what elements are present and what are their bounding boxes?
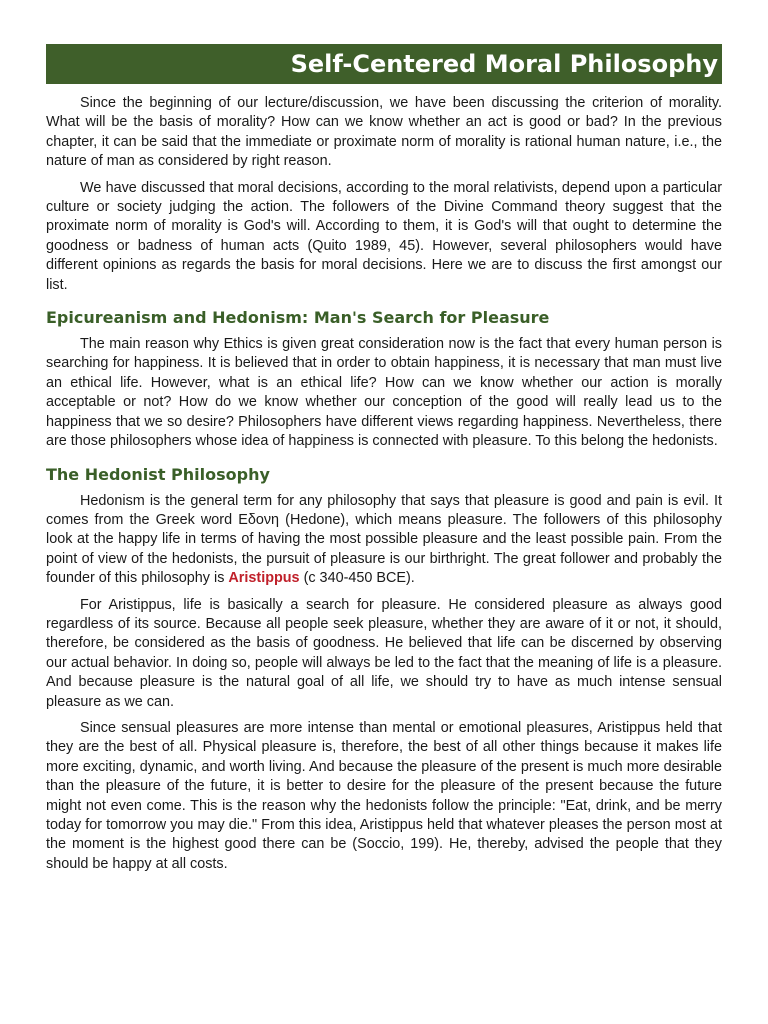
intro-paragraph-1: Since the beginning of our lecture/discussion, we have been discussing the criterion of morality. What will be the basis of morality? How can we know whether an act is good or bad? In the previous chapter, it can be said that the immediate or proximate norm of morality is rational human nature, i.e., the nature of man as considered by right reason. [46,95,722,170]
page-title: Self-Centered Moral Philosophy [290,50,718,78]
hedonist-paragraph-1-tail: (c 340-450 BCE). [299,570,415,587]
section-heading-hedonist-philosophy: The Hedonist Philosophy [46,464,270,484]
hedonist-paragraph-3: Since sensual pleasures are more intense than mental or emotional pleasures, Aristippus held that they are the best of all. Physical pleasure is, therefore, the best of all other things because it makes life more exciting, dynamic, and worth living. And because the pleasure of the present is much more desirable than the pleasure of the future, it is better to desire for the pleasure of the present because the future might not even come. This is the reason why the hedonists follow the principle: "Eat, drink, and be merry today for tomorrow you may die." From this idea, Aristippus held that whatever pleases the person most at the moment is the highest good there can be (Soccio, 199). He, thereby, advised the people that they should be happy at all costs. [46,719,722,872]
document-page [46,44,722,881]
section-heading-epicureanism: Epicureanism and Hedonism: Man's Search for Pleasure [46,308,550,328]
epicureanism-paragraph-1: The main reason why Ethics is given great consideration now is the fact that every human person is searching for happiness. It is believed that in order to obtain happiness, it is necessary that man must live an ethical life. However, what is an ethical life? How can we know whether our action is morally acceptable or not? How do we know whether our conception of the good will really lead us to the happiness that we so desire? Philosophers have different views regarding happiness. Nevertheless, there are those philosophers whose idea of happiness is connected with pleasure. To this belong the hedonists. [46,336,722,450]
hedonist-paragraph-2: For Aristippus, life is basically a search for pleasure. He considered pleasure as always good regardless of its source. Because all people seek pleasure, whether they are aware of it or not, it should, therefore, be considered as the basis of goodness. He believed that life can be discerned by observing our actual behavior. In doing so, people will always be led to the fact that the meaning of life is a pleasure. And because pleasure is the natural goal of all life, we should try to have as much intense sensual pleasure as we can. [46,596,722,710]
hedonist-paragraph-1-text: Hedonism is the general term for any philosophy that says that pleasure is good and pain is evil. It comes from the Greek word Εδονη (Hedone), which means pleasure. The followers of this philosophy look at the happy life in terms of having the most possible pleasure and the least possible pain. From the point of view of the hedonists, the pursuit of pleasure is our birthright. The great follower and probably the founder of this philosophy is [46,492,722,587]
intro-paragraph-2: We have discussed that moral decisions, according to the moral relativists, depend upon a particular culture or society judging the action. The followers of the Divine Command theory suggest that the proximate norm of morality is God's will. According to them, it is God's will that ought to determine the goodness or badness of human acts (Quito 1989, 45). However, several philosophers would have different opinions as regards the basis for moral decisions. Here we are to discuss the first amongst our list. [46,179,722,293]
highlighted-name-aristippus: Aristippus [228,570,300,587]
page-title-banner [46,44,722,84]
document-body [46,94,722,874]
hedonist-paragraph-1 [46,492,722,589]
